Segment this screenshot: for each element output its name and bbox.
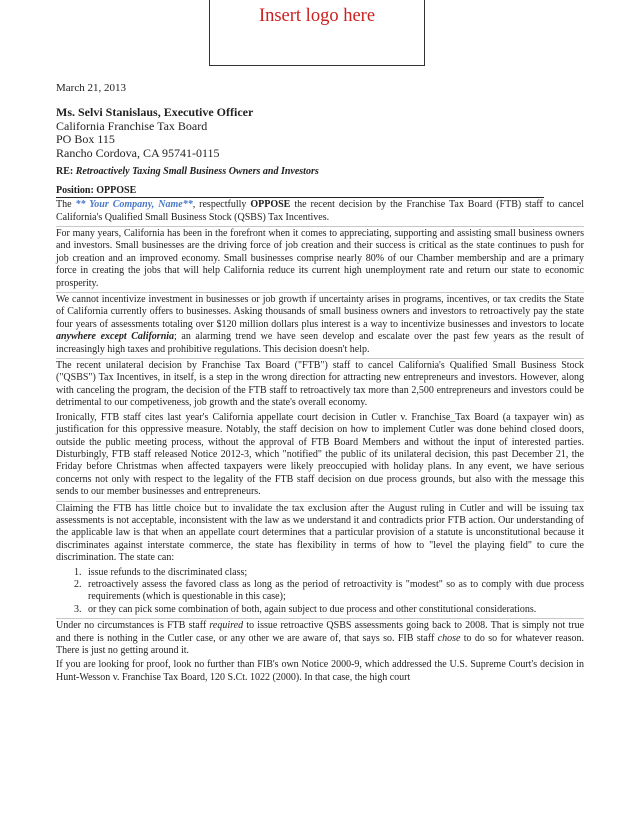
paragraph-cutler: Ironically, FTB staff cites last year's California appellate court decision in Cutler v. Franchise_Tax Board (a taxpayer win) as justification for this oppressive measure. Notably, the staff decision on how to implement Cutler was done behind closed doors, outside the public meeting process, without the approval of FTB Board Members and without the input of interested parties. Disturbingly, FTB staff released Notice 2012-3, which "notified" the public of its unilateral decision, this past December 21, the Friday before Christmas when affected taxpayers were likely preoccupied with holiday plans. In any event, we have serious concerns not only with respect to the legality of the FTB staff decision on due process grounds, but also with the message this sends to our member businesses and entrepreneurs.	[56, 411, 584, 498]
company-name-placeholder: ** Your Company, Name**	[75, 199, 193, 211]
anywhere-emphasis: anywhere except California	[56, 331, 175, 343]
intro-text-end: the recent decision by the Franchise Tax Board (FTB) staff to cancel California's Qualified Small Business Stock (QSBS) Tax Incentives.	[56, 199, 585, 223]
re-label: RE:	[56, 166, 74, 178]
position-label: Position:	[56, 184, 94, 196]
paragraph-unilateral-decision: The recent unilateral decision by Franchise Tax Board ("FTB") staff to cancel California's Qualified Small Business Stock ("QSBS") Tax Incentives, in itself, is a step in the wrong direction for attracting new entrepreneurs and investors. However, along with canceling the program, the decision of the FTB staff to retroactively tax more than 2,500 entrepreneurs and investors could be detrimental to our competiveness, job growth and the state's overall economy.	[56, 360, 584, 409]
logo-placeholder-text: Insert logo here	[258, 6, 376, 26]
intro-text-start: The	[56, 199, 72, 211]
intro-text-mid: , respectfully	[192, 199, 247, 211]
re-line	[56, 166, 584, 178]
paragraph-proof: If you are looking for proof, look no further than FIB's own Notice 2000-9, which addressed the U.S. Supreme Court's decision in Hunt-Wesson v. Franchise Tax Board, 120 S.Ct. 1022 (2000). In that case, the high court	[56, 659, 584, 683]
paragraph-intro	[56, 199, 584, 224]
logo-placeholder	[209, 0, 425, 66]
position-value: OPPOSE	[96, 184, 137, 196]
investment-text-start: We cannot incentivize investment in businesses or job growth if uncertainty arises in programs, incentives, or tax credits the State of California currently offers to businesses. Asking thousands of small business owners and investors to retroactively pay the state four years of assessments totaling over $120 million dollars plus interest is a way to incentivize businesses and investors to locate	[56, 294, 584, 330]
position-line	[56, 185, 544, 198]
list-item: 2. retroactively assess the favored class as long as the period of retroactivity is "modest" so as to comply with due process requirements (which is questionable in this case);	[84, 579, 584, 604]
paragraph-investment	[56, 292, 584, 356]
chose-emphasis: chose	[437, 632, 461, 644]
investment-text-end: ; an alarming trend we have seen develop and escalate over the past few years as the result of increasingly high taxes and prohibitive regulations. This decision doesn't help.	[56, 331, 584, 355]
circumstances-text-start: Under no circumstances is FTB staff	[56, 620, 207, 632]
required-emphasis: required	[209, 620, 244, 632]
oppose-emphasis: OPPOSE	[250, 199, 291, 211]
list-item: 1. issue refunds to the discriminated class;	[84, 567, 584, 579]
recipient-address	[56, 106, 584, 160]
recipient-organization: California Franchise Tax Board	[56, 118, 208, 133]
remedies-list	[56, 567, 584, 617]
recipient-city: Rancho Cordova, CA 95741-0115	[56, 145, 220, 160]
paragraph-claiming: Claiming the FTB has little choice but to invalidate the tax exclusion after the August ruling in Cutler and will be issuing tax assessments is not acceptable, inconsistent with the law as we understand it and contradicts prior FTB action. Our understanding of the applicable law is that when an appellate court determines that a particular provision of a statute is unconstitutional because it discriminates against interstate commerce, the state has flexibility in terms of how to "level the playing field" to cure the discrimination. The state can:	[56, 502, 584, 564]
letter-date: March 21, 2013	[56, 82, 126, 94]
recipient-pobox: PO Box 115	[56, 132, 115, 147]
circumstances-text-mid: to issue retroactive QSBS assessments going back to 2008. That is simply not true and there is nothing in the Cutler case, or any other we are aware of, that says so. FIB staff	[56, 620, 585, 644]
circumstances-text-end: to do so for whatever reason. There is just no getting around it.	[56, 632, 585, 656]
recipient-name: Ms. Selvi Stanislaus, Executive Officer	[56, 105, 254, 119]
paragraph-no-circumstances	[56, 618, 584, 657]
list-item: 3. or they can pick some combination of both, again subject to due process and other constitutional considerations.	[84, 604, 584, 616]
paragraph-small-business: For many years, California has been in the forefront when it comes to appreciating, supporting and assisting small business owners and investors. Small businesses are the driving force of job creation and their success is critical as the state continues to push for job creation and an improved economy. Small businesses comprise nearly 80% of our Chamber membership and are a primary force in creating the jobs that will help California reduce its current high unemployment rate and return our state to economic prosperity.	[56, 228, 584, 289]
letter-body	[56, 81, 584, 686]
re-subject: Retroactively Taxing Small Business Owners and Investors	[75, 166, 319, 178]
